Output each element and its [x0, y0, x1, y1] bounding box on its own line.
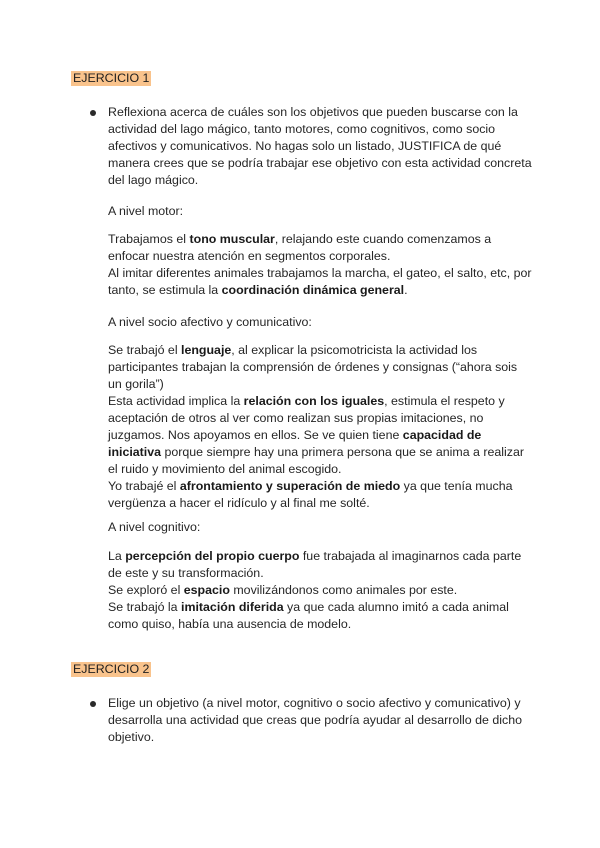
section-title: A nivel motor: — [108, 204, 184, 218]
section-title: A nivel socio afectivo y comunicativo: — [108, 315, 312, 329]
keyword: percepción del propio cuerpo — [125, 549, 300, 563]
paragraph: Yo trabajé el afrontamiento y superación de miedo ya que tenía mucha vergüenza a hacer el ridículo y al final me solté. — [108, 479, 513, 510]
keyword: capacidad de iniciativa — [108, 428, 482, 459]
exercise-2-prompt-text: Elige un objetivo (a nivel motor, cognitivo o socio afectivo y comunicativo) y desarrolla una actividad que creas que podría ayudar al desarrollo de dicho objetivo. — [108, 696, 522, 744]
socio-section-title — [108, 314, 533, 331]
motor-section-title — [108, 203, 533, 220]
paragraph: La percepción del propio cuerpo fue trabajada al imaginarnos cada parte de este y su transformación. — [108, 549, 522, 580]
keyword: relación con los iguales — [243, 394, 385, 408]
bullet-icon — [90, 701, 96, 707]
exercise-1-prompt — [108, 104, 533, 189]
motor-section-body — [108, 231, 533, 299]
paragraph: Se trabajó la imitación diferida ya que cada alumno imitó a cada animal como quiso, había una ausencia de modelo. — [108, 600, 509, 631]
paragraph: Se exploró el espacio movilizándonos como animales por este. — [108, 583, 458, 597]
keyword: imitación diferida — [181, 600, 284, 614]
cognitive-section-body — [108, 548, 533, 633]
keyword: lenguaje — [181, 343, 232, 357]
paragraph: Se trabajó el lenguaje, al explicar la psicomotricista la actividad los participantes trabajan la comprensión de órdenes y consignas (“ahora sois un gorila”) — [108, 343, 518, 391]
exercise-1-heading: EJERCICIO 1 — [73, 71, 150, 85]
exercise-2-prompt — [108, 695, 533, 746]
bullet-icon — [90, 110, 96, 116]
exercise-1-prompt-text: Reflexiona acerca de cuáles son los objetivos que pueden buscarse con la actividad del lago mágico, tanto motores, como cognitivos, como socio afectivos y comunicativos. No hagas solo un listado, JUSTIFICA de qué manera crees que se podría trabajar ese objetivo con esta actividad concreta del lago mágico. — [108, 105, 532, 187]
paragraph: Al imitar diferentes animales trabajamos la marcha, el gateo, el salto, etc, por tanto, se estimula la coordinación dinámica general. — [108, 266, 532, 297]
cognitive-section-title — [108, 519, 533, 536]
keyword: tono muscular — [189, 232, 275, 246]
keyword: coordinación dinámica general — [221, 283, 405, 297]
paragraph: Trabajamos el tono muscular, relajando este cuando comenzamos a enfocar nuestra atención en segmentos corporales. — [108, 232, 492, 263]
socio-section-body — [108, 342, 533, 512]
exercise-2-heading: EJERCICIO 2 — [73, 662, 150, 676]
keyword: espacio — [183, 583, 230, 597]
paragraph: Esta actividad implica la relación con los iguales, estimula el respeto y aceptación de otros al ver como realizan sus propias imitaciones, no juzgamos. Nos apoyamos en ellos. Se ve quien tiene capacidad de iniciativa porque siempre hay una primera persona que se anima a realizar el ruido y movimiento del animal escogido. — [108, 394, 525, 476]
keyword: afrontamiento y superación de miedo — [179, 479, 401, 493]
section-title: A nivel cognitivo: — [108, 520, 201, 534]
